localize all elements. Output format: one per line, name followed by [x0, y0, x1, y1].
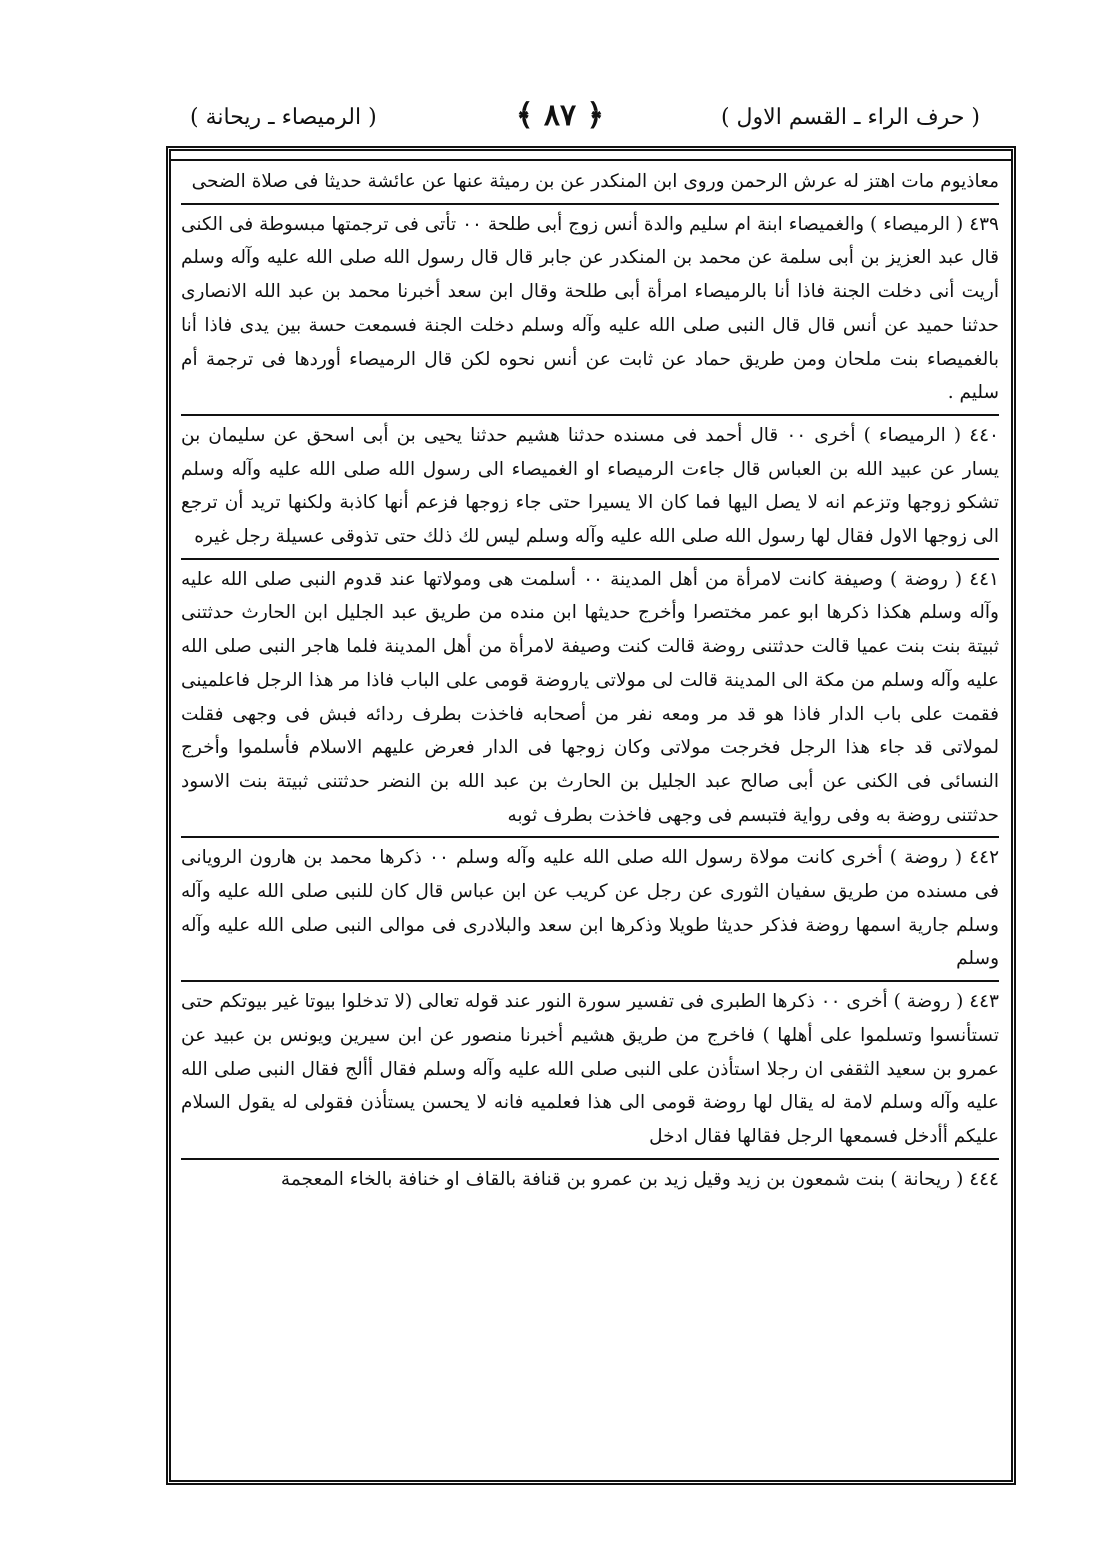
entry-444: ٤٤٤ ( ريحانة ) بنت شمعون بن زيد وقيل زيد بن عمرو بن قنافة بالقاف او خنافة بالخاء المعجمة [280, 1168, 999, 1190]
page-body [181, 165, 999, 1474]
section-divider [181, 414, 999, 416]
section-divider [181, 203, 999, 205]
entry-443: ٤٤٣ ( روضة ) أخرى ٠٠ ذكرها الطبرى فى تفسير سورة النور عند قوله تعالى (لا تدخلوا بيوتا غير بيوتكم حتى تستأنسوا وتسلموا على أهلها ) فاخرج من طريق هشيم أخبرنا منصور عن ابن سيرين ويونس بن عبيد عن عمرو بن سعيد الثقفى ان رجلا استأذن على النبى صلى الله عليه وآله وسلم فقال أألج فقال النبى صلى الله عليه وآله وسلم لامة له يقال لها روضة قومى الى هذا فعلميه فانه لا يحسن يستأذن فقولى له يقول السلام عليكم أأدخل فسمعها الرجل فقالها فقال ادخل [181, 991, 999, 1147]
entry-440: ٤٤٠ ( الرميصاء ) أخرى ٠٠ قال أحمد فى مسنده حدثنا هشيم حدثنا يحيى بن أبى اسحق عن سليمان بن يسار عن عبيد الله بن العباس قال جاءت الرميصاء او الغميصاء الى رسول الله صلى الله عليه وآله وسلم تشكو زوجها وتزعم انه لا يصل اليها فما كان الا يسيرا حتى جاء زوجها فزعم أنها كاذبة ولكنها تريد أن ترجع الى زوجها الاول فقال لها رسول الله صلى الله عليه وآله وسلم ليس لك ذلك حتى تذوقى عسيلة رجل غيره [181, 424, 999, 548]
running-header [140, 96, 980, 140]
entry-441: ٤٤١ ( روضة ) وصيفة كانت لامرأة من أهل المدينة ٠٠ أسلمت هى ومولاتها عند قدوم النبى صلى الله عليه وآله وسلم هكذا ذكرها ابو عمر مختصرا وأخرج حديثها ابن منده من طريق عبد الجليل ابن الحارث حدثتنى ثبيتة بنت بنت عميا قالت حدثتنى روضة قالت كنت وصيفة لامرأة من أهل المدينة فلما هاجر النبى صلى الله عليه وآله وسلم من مكة الى المدينة قالت لى مولاتى ياروضة قومى على الباب فاذا مر هذا الرجل فاعلمينى فقمت على باب الدار فاذا هو قد مر ومعه نفر من أصحابه فاخذت بطرف ردائه فبش فى وجهى فقلت لمولاتى قد جاء هذا الرجل فخرجت مولاتى وكان زوجها فى الدار فعرض عليهم الاسلام فأسلموا وأخرج النسائى فى الكنى عن أبى صالح عبد الجليل بن الحارث بن عبد الله بن النضر حدثتنى ثبيتة بنت الاسود حدثتنى روضة به وفى رواية فتبسم فى وجهى فاخذت بطرف ثوبه [181, 568, 999, 826]
header-entry-range: ( الرميصاء ـ ريحانة ) [190, 105, 377, 130]
entry-442: ٤٤٢ ( روضة ) أخرى كانت مولاة رسول الله صلى الله عليه وآله وسلم ٠٠ ذكرها محمد بن هارون الرويانى فى مسنده من طريق سفيان الثورى عن رجل عن كريب عن ابن عباس قال كان للنبى صلى الله عليه وآله وسلم جارية اسمها روضة فذكر حديثا طويلا وذكرها ابن سعد والبلادرى فى موالى النبى صلى الله عليه وآله وسلم [181, 847, 1000, 970]
frame-inner-rule [171, 159, 1011, 161]
text-frame [166, 146, 1016, 1485]
section-divider [181, 836, 999, 838]
entry-439: ٤٣٩ ( الرميصاء ) والغميصاء ابنة ام سليم والدة أنس زوج أبى طلحة ٠٠ تأتى فى ترجمتها مبسوطة فى الكنى قال عبد العزيز بن أبى سلمة عن محمد بن المنكدر عن جابر قال قال رسول الله صلى الله عليه وآله وسلم أريت أنى دخلت الجنة فاذا أنا بالرميصاء امرأة أبى طلحة وقال ابن سعد أخبرنا محمد بن عبد الله الانصارى حدثنا حميد عن أنس قال قال النبى صلى الله عليه وآله وسلم دخلت الجنة فسمعت حسة بين يدى فاذا أنا بالغميصاء بنت ملحان ومن طريق حماد عن ثابت عن أنس نحوه لكن قال الرميصاء أوردها فى ترجمة أم سليم . [181, 213, 999, 404]
paragraph-continuation: معاذيوم مات اهتز له عرش الرحمن وروى ابن المنكدر عن بن رميثة عنها عن عائشة حديثا فى صلاة الضحى [191, 171, 999, 192]
section-divider [181, 1158, 999, 1160]
page-number: ﴿ ٨٧ ﴾ [515, 98, 605, 133]
header-section-title: ( حرف الراء ـ القسم الاول ) [720, 105, 980, 130]
section-divider [181, 558, 999, 560]
section-divider [181, 980, 999, 982]
